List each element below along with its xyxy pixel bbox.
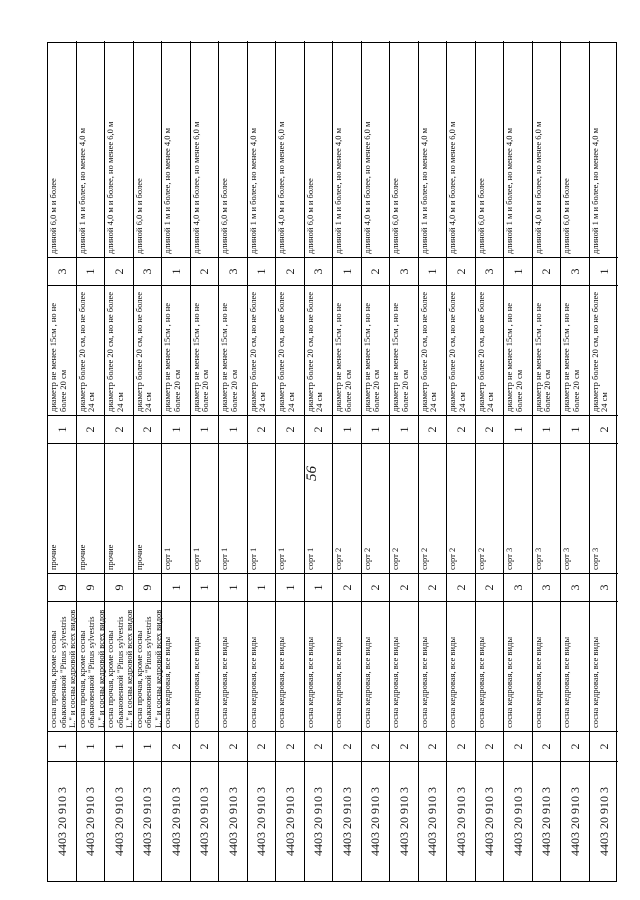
cell-length: длиной 6,0 м и более [304, 178, 315, 254]
cell-l-code: 2 [447, 257, 475, 285]
cell-length: длиной 4,0 м и более, но менее 6,0 м [190, 121, 201, 254]
cell-d-code: 2 [134, 415, 162, 443]
cell-grade: сорт 2 [362, 443, 390, 573]
cell-species: сосна кедровая, все виды [333, 601, 361, 731]
cell-grade: прочие [134, 443, 162, 573]
cell-grade: сорт 1 [162, 443, 190, 573]
cell-species: сосна кедровая, все виды [476, 601, 504, 731]
cell-g2: 9 [77, 573, 105, 601]
cell-code: 4403 20 910 3 [134, 761, 162, 881]
cell-g1: 2 [191, 731, 219, 761]
cell-grade: сорт 1 [191, 443, 219, 573]
cell-grade: сорт 2 [476, 443, 504, 573]
cell-length: длиной 4,0 м и более, но менее 6,0 м [105, 121, 115, 254]
cell-diameter: диаметр более 20 см, но не более 24 см [276, 285, 304, 415]
cell-g2: 2 [419, 573, 447, 601]
cell-g1: 2 [590, 731, 619, 761]
cell-g1: 1 [134, 731, 162, 761]
cell-d-code: 1 [390, 415, 418, 443]
cell-g2: 2 [362, 573, 390, 601]
cell-length: длиной 6,0 м и более [390, 178, 400, 254]
cell-g1: 2 [561, 731, 589, 761]
cell-d-code: 1 [533, 415, 561, 443]
cell-d-code: 2 [590, 415, 619, 443]
cell-species: сосна кедровая, все виды [248, 601, 276, 731]
cell-diameter: диаметр не менее 15см , но не более 20 см [162, 285, 190, 415]
cell-species: сосна кедровая, все виды [447, 601, 475, 731]
cell-length: длиной 6,0 м и более [219, 178, 229, 254]
cell-l-code: 2 [276, 257, 304, 285]
cell-diameter: диаметр более 20 см, но не более 24 см [305, 285, 333, 415]
cell-code: 4403 20 910 3 [162, 761, 190, 881]
cell-g1: 2 [533, 731, 561, 761]
cell-species: сосна кедровая, все виды [276, 601, 304, 731]
table-row [419, 41, 448, 881]
table-row [390, 41, 419, 881]
cell-length: длиной 1 м и более, но менее 4,0 м [589, 127, 600, 254]
cell-diameter: диаметр не менее 15см , но не более 20 см [390, 285, 418, 415]
cell-length: длиной 4,0 м и более, но менее 6,0 м [276, 121, 286, 254]
cell-code: 4403 20 910 3 [476, 761, 504, 881]
cell-g1: 2 [248, 731, 276, 761]
cell-l-code: 2 [191, 257, 219, 285]
cell-species: сосна кедровая, все виды [533, 601, 561, 731]
table-row [447, 41, 476, 881]
cell-species: сосна кедровая, все виды [504, 601, 532, 731]
cell-species: сосна кедровая, все виды [362, 601, 390, 731]
cell-grade: сорт 1 [305, 443, 333, 573]
cell-l-code: 2 [105, 257, 133, 285]
cell-d-code: 1 [219, 415, 247, 443]
cell-species: сосна кедровая, все виды [191, 601, 219, 731]
cell-diameter: диаметр более 20 см, но не более 24 см [476, 285, 504, 415]
cell-length: длиной 4,0 м и более, но менее 6,0 м [532, 121, 543, 254]
cell-g1: 2 [305, 731, 333, 761]
table-row [219, 41, 248, 881]
cell-l-code: 1 [77, 257, 105, 285]
cell-l-code: 3 [134, 257, 162, 285]
cell-g1: 2 [162, 731, 190, 761]
cell-code: 4403 20 910 3 [504, 761, 532, 881]
cell-d-code: 1 [162, 415, 190, 443]
cell-g2: 3 [590, 573, 619, 601]
table-row [362, 41, 391, 881]
cell-diameter: диаметр не менее 15см , но не более 20 см [362, 285, 390, 415]
cell-g1: 2 [276, 731, 304, 761]
cell-g1: 1 [48, 731, 76, 761]
cell-grade: сорт 1 [219, 443, 247, 573]
cell-d-code: 2 [276, 415, 304, 443]
cell-diameter: диаметр более 20 см, но не более 24 см [105, 285, 133, 415]
cell-code: 4403 20 910 3 [419, 761, 447, 881]
cell-l-code: 3 [476, 257, 504, 285]
cell-g2: 2 [333, 573, 361, 601]
cell-l-code: 3 [48, 257, 76, 285]
cell-g2: 9 [48, 573, 76, 601]
cell-g2: 3 [504, 573, 532, 601]
cell-species: сосна кедровая, все виды [390, 601, 418, 731]
cell-grade: прочие [77, 443, 105, 573]
cell-g2: 9 [105, 573, 133, 601]
table-row [248, 41, 277, 881]
cell-d-code: 1 [504, 415, 532, 443]
cell-species: сосна кедровая, все виды [219, 601, 247, 731]
cell-d-code: 1 [191, 415, 219, 443]
cell-species: сосна кедровая, все виды [419, 601, 447, 731]
cell-species: сосна прочая, кроме сосны обыкновенной "Pinus sylvestris L." и сосны кедровой всех видов [77, 601, 105, 731]
table-row [561, 41, 590, 881]
cell-l-code: 3 [390, 257, 418, 285]
cell-code: 4403 20 910 3 [105, 761, 133, 881]
cell-d-code: 1 [362, 415, 390, 443]
cell-d-code: 2 [105, 415, 133, 443]
cell-d-code: 1 [48, 415, 76, 443]
cell-code: 4403 20 910 3 [362, 761, 390, 881]
table-row [162, 41, 191, 881]
cell-g1: 2 [219, 731, 247, 761]
cell-g1: 1 [105, 731, 133, 761]
cell-l-code: 1 [590, 257, 619, 285]
table-row [476, 41, 505, 881]
table-row [77, 41, 106, 881]
cell-g1: 2 [504, 731, 532, 761]
cell-code: 4403 20 910 3 [191, 761, 219, 881]
cell-length: длиной 4,0 м и более, но менее 6,0 м [447, 121, 457, 254]
cell-g1: 2 [333, 731, 361, 761]
cell-species: сосна кедровая, все виды [305, 601, 333, 731]
cell-diameter: диаметр более 20 см, но не более 24 см [419, 285, 447, 415]
cell-code: 4403 20 910 3 [533, 761, 561, 881]
cell-diameter: диаметр более 20 см, но не более 24 см [77, 285, 105, 415]
cell-diameter: диаметр не менее 15см , но не более 20 см [333, 285, 361, 415]
page-number: 56 [304, 466, 320, 481]
cell-g1: 2 [476, 731, 504, 761]
cell-g1: 2 [362, 731, 390, 761]
cell-length: длиной 6,0 м и более [133, 178, 144, 254]
cell-l-code: 3 [561, 257, 589, 285]
table-row [191, 41, 220, 881]
cell-d-code: 2 [248, 415, 276, 443]
cell-diameter: диаметр не менее 15см , но не более 20 см [561, 285, 589, 415]
cell-g2: 9 [134, 573, 162, 601]
cell-g2: 2 [476, 573, 504, 601]
cell-g2: 1 [276, 573, 304, 601]
cell-length: длиной 1 м и более, но менее 4,0 м [76, 127, 87, 254]
cell-species: сосна прочая, кроме сосны обыкновенной "Pinus sylvestris L." и сосны кедровой всех видов [48, 601, 76, 731]
cell-diameter: диаметр более 20 см, но не более 24 см [447, 285, 475, 415]
cell-grade: сорт 2 [447, 443, 475, 573]
cell-grade: сорт 3 [590, 443, 619, 573]
cell-d-code: 2 [305, 415, 333, 443]
cell-species: сосна кедровая, все виды [162, 601, 190, 731]
cell-grade: сорт 3 [561, 443, 589, 573]
cell-length: длиной 1 м и более, но менее 4,0 м [333, 127, 343, 254]
cell-grade: сорт 2 [390, 443, 418, 573]
table-row [305, 41, 334, 881]
cell-g2: 1 [248, 573, 276, 601]
table-row [504, 41, 533, 881]
cell-l-code: 3 [219, 257, 247, 285]
cell-length: длиной 1 м и более, но менее 4,0 м [247, 127, 258, 254]
cell-grade: сорт 3 [504, 443, 532, 573]
cell-species: сосна прочая, кроме сосны обыкновенной "Pinus sylvestris L." и сосны кедровой всех видов [134, 601, 162, 731]
cell-l-code: 1 [333, 257, 361, 285]
table-row [276, 41, 305, 881]
cell-g2: 1 [305, 573, 333, 601]
cell-grade: прочие [105, 443, 133, 573]
cell-code: 4403 20 910 3 [219, 761, 247, 881]
cell-diameter: диаметр не менее 15см , но не более 20 см [191, 285, 219, 415]
cell-diameter: диаметр более 20 см, но не более 24 см [590, 285, 619, 415]
cell-diameter: диаметр не менее 15см , но не более 20 см [48, 285, 76, 415]
cell-length: длиной 1 м и более, но менее 4,0 м [418, 127, 429, 254]
cell-g2: 2 [447, 573, 475, 601]
table-row [590, 41, 619, 881]
cell-diameter: диаметр не менее 15см , но не более 20 см [533, 285, 561, 415]
cell-g2: 2 [390, 573, 418, 601]
cell-g1: 1 [77, 731, 105, 761]
cell-l-code: 3 [305, 257, 333, 285]
table-row [48, 41, 77, 881]
cell-code: 4403 20 910 3 [333, 761, 361, 881]
cell-d-code: 1 [333, 415, 361, 443]
cell-d-code: 2 [77, 415, 105, 443]
table-row [533, 41, 562, 881]
cell-grade: сорт 3 [533, 443, 561, 573]
cell-length: длиной 6,0 м и более [48, 178, 58, 254]
cell-l-code: 2 [533, 257, 561, 285]
cell-grade: сорт 1 [276, 443, 304, 573]
table-wrapper [47, 42, 617, 882]
cell-g1: 2 [447, 731, 475, 761]
cell-code: 4403 20 910 3 [305, 761, 333, 881]
cell-g2: 1 [162, 573, 190, 601]
cell-code: 4403 20 910 3 [561, 761, 589, 881]
cell-l-code: 2 [362, 257, 390, 285]
cell-g1: 2 [419, 731, 447, 761]
cell-code: 4403 20 910 3 [590, 761, 619, 881]
cell-length: длиной 4,0 м и более, но менее 6,0 м [361, 121, 372, 254]
cell-diameter: диаметр более 20 см, но не более 24 см [248, 285, 276, 415]
cell-diameter: диаметр более 20 см, но не более 24 см [134, 285, 162, 415]
cell-diameter: диаметр не менее 15см , но не более 20 см [219, 285, 247, 415]
cell-l-code: 1 [419, 257, 447, 285]
cell-code: 4403 20 910 3 [390, 761, 418, 881]
table-row [105, 41, 134, 881]
cell-diameter: диаметр не менее 15см , но не более 20 см [504, 285, 532, 415]
cell-g2: 3 [533, 573, 561, 601]
cell-code: 4403 20 910 3 [447, 761, 475, 881]
cell-g1: 2 [390, 731, 418, 761]
cell-l-code: 1 [504, 257, 532, 285]
cell-l-code: 1 [162, 257, 190, 285]
cell-length: длиной 6,0 м и более [561, 178, 571, 254]
cell-code: 4403 20 910 3 [276, 761, 304, 881]
cell-d-code: 2 [419, 415, 447, 443]
cell-d-code: 2 [476, 415, 504, 443]
cell-species: сосна прочая, кроме сосны обыкновенной "Pinus sylvestris L." и сосны кедровой всех видов [105, 601, 133, 731]
cell-grade: сорт 2 [419, 443, 447, 573]
cell-grade: прочие [48, 443, 76, 573]
cell-length: длиной 6,0 м и более [475, 178, 486, 254]
cell-code: 4403 20 910 3 [48, 761, 76, 881]
cell-species: сосна кедровая, все виды [561, 601, 589, 731]
cell-species: сосна кедровая, все виды [590, 601, 619, 731]
cell-code: 4403 20 910 3 [248, 761, 276, 881]
classification-table [47, 42, 617, 882]
cell-l-code: 1 [248, 257, 276, 285]
cell-grade: сорт 1 [248, 443, 276, 573]
cell-d-code: 2 [447, 415, 475, 443]
cell-code: 4403 20 910 3 [77, 761, 105, 881]
cell-d-code: 1 [561, 415, 589, 443]
cell-g2: 1 [219, 573, 247, 601]
table-row [134, 41, 163, 881]
cell-grade: сорт 2 [333, 443, 361, 573]
cell-g2: 3 [561, 573, 589, 601]
cell-length: длиной 1 м и более, но менее 4,0 м [162, 127, 172, 254]
table-row [333, 41, 362, 881]
cell-g2: 1 [191, 573, 219, 601]
cell-length: длиной 1 м и более, но менее 4,0 м [504, 127, 514, 254]
